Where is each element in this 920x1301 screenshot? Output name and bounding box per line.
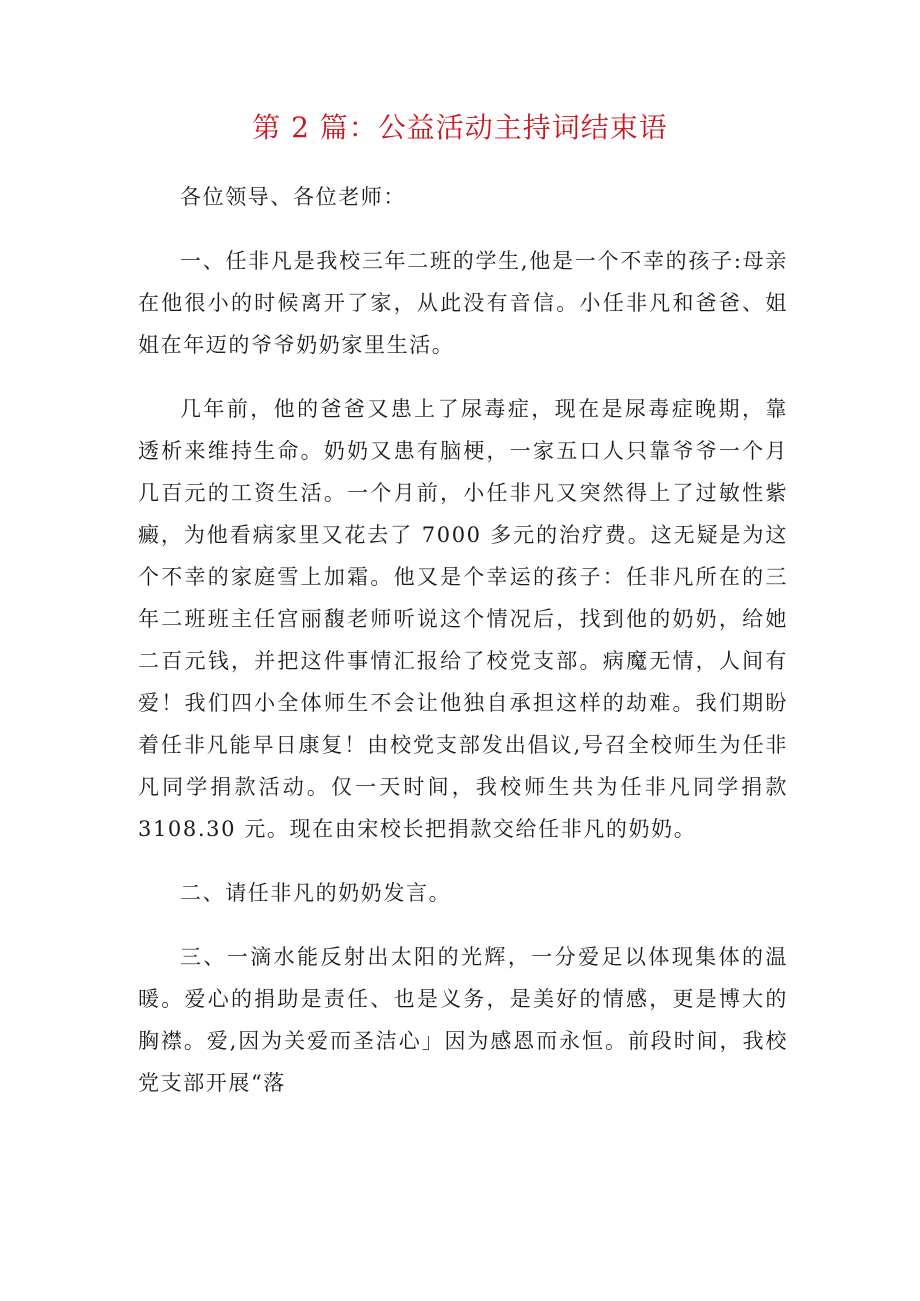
paragraph-3: 二、请任非凡的奶奶发言。 [180,881,452,905]
paragraph-4: 三、一滴水能反射出太阳的光辉，一分爱足以体现集体的温暖。爱心的捐助是责任、也是义务，是美好的情感，更是博大的胸襟。爱,因为关爱而圣洁心」因为感恩而永恒。前段时间，我校党支部开展“落 [138,945,788,1095]
paragraph-1: 一、任非凡是我校三年二班的学生,他是一个不幸的孩子:母亲在他很小的时候离开了家，从此没有音信。小任非凡和爸爸、姐姐在年迈的爷爷奶奶家里生活。 [138,249,788,357]
document-body [138,176,788,1104]
document-title: 第 2 篇：公益活动主持词结束语 [252,111,668,144]
salutation: 各位领导、各位老师： [180,185,406,209]
paragraph-2: 几年前，他的爸爸又患上了尿毒症，现在是尿毒症晚期，靠透析来维持生命。奶奶又患有脑梗，一家五口人只靠爷爷一个月几百元的工资生活。一个月前，小任非凡又突然得上了过敏性紫癜，为他看病家里又花去了 7000 多元的治疗费。这无疑是为这个不幸的家庭雪上加霜。他又是个幸运的孩子：任非凡所在的三年二班班主任宫丽馥老师听说这个情况后，找到他的奶奶，给她二百元钱，并把这件事情汇报给了校党支部。病魔无情，人间有爱！我们四小全体师生不会让他独自承担这样的劫难。我们期盼着任非凡能早日康复！由校党支部发出倡议,号召全校师生为任非凡同学捐款活动。仅一天时间，我校师生共为任非凡同学捐款 3108.30 元。现在由宋校长把捐款交给任非凡的奶奶。 [138,397,788,841]
